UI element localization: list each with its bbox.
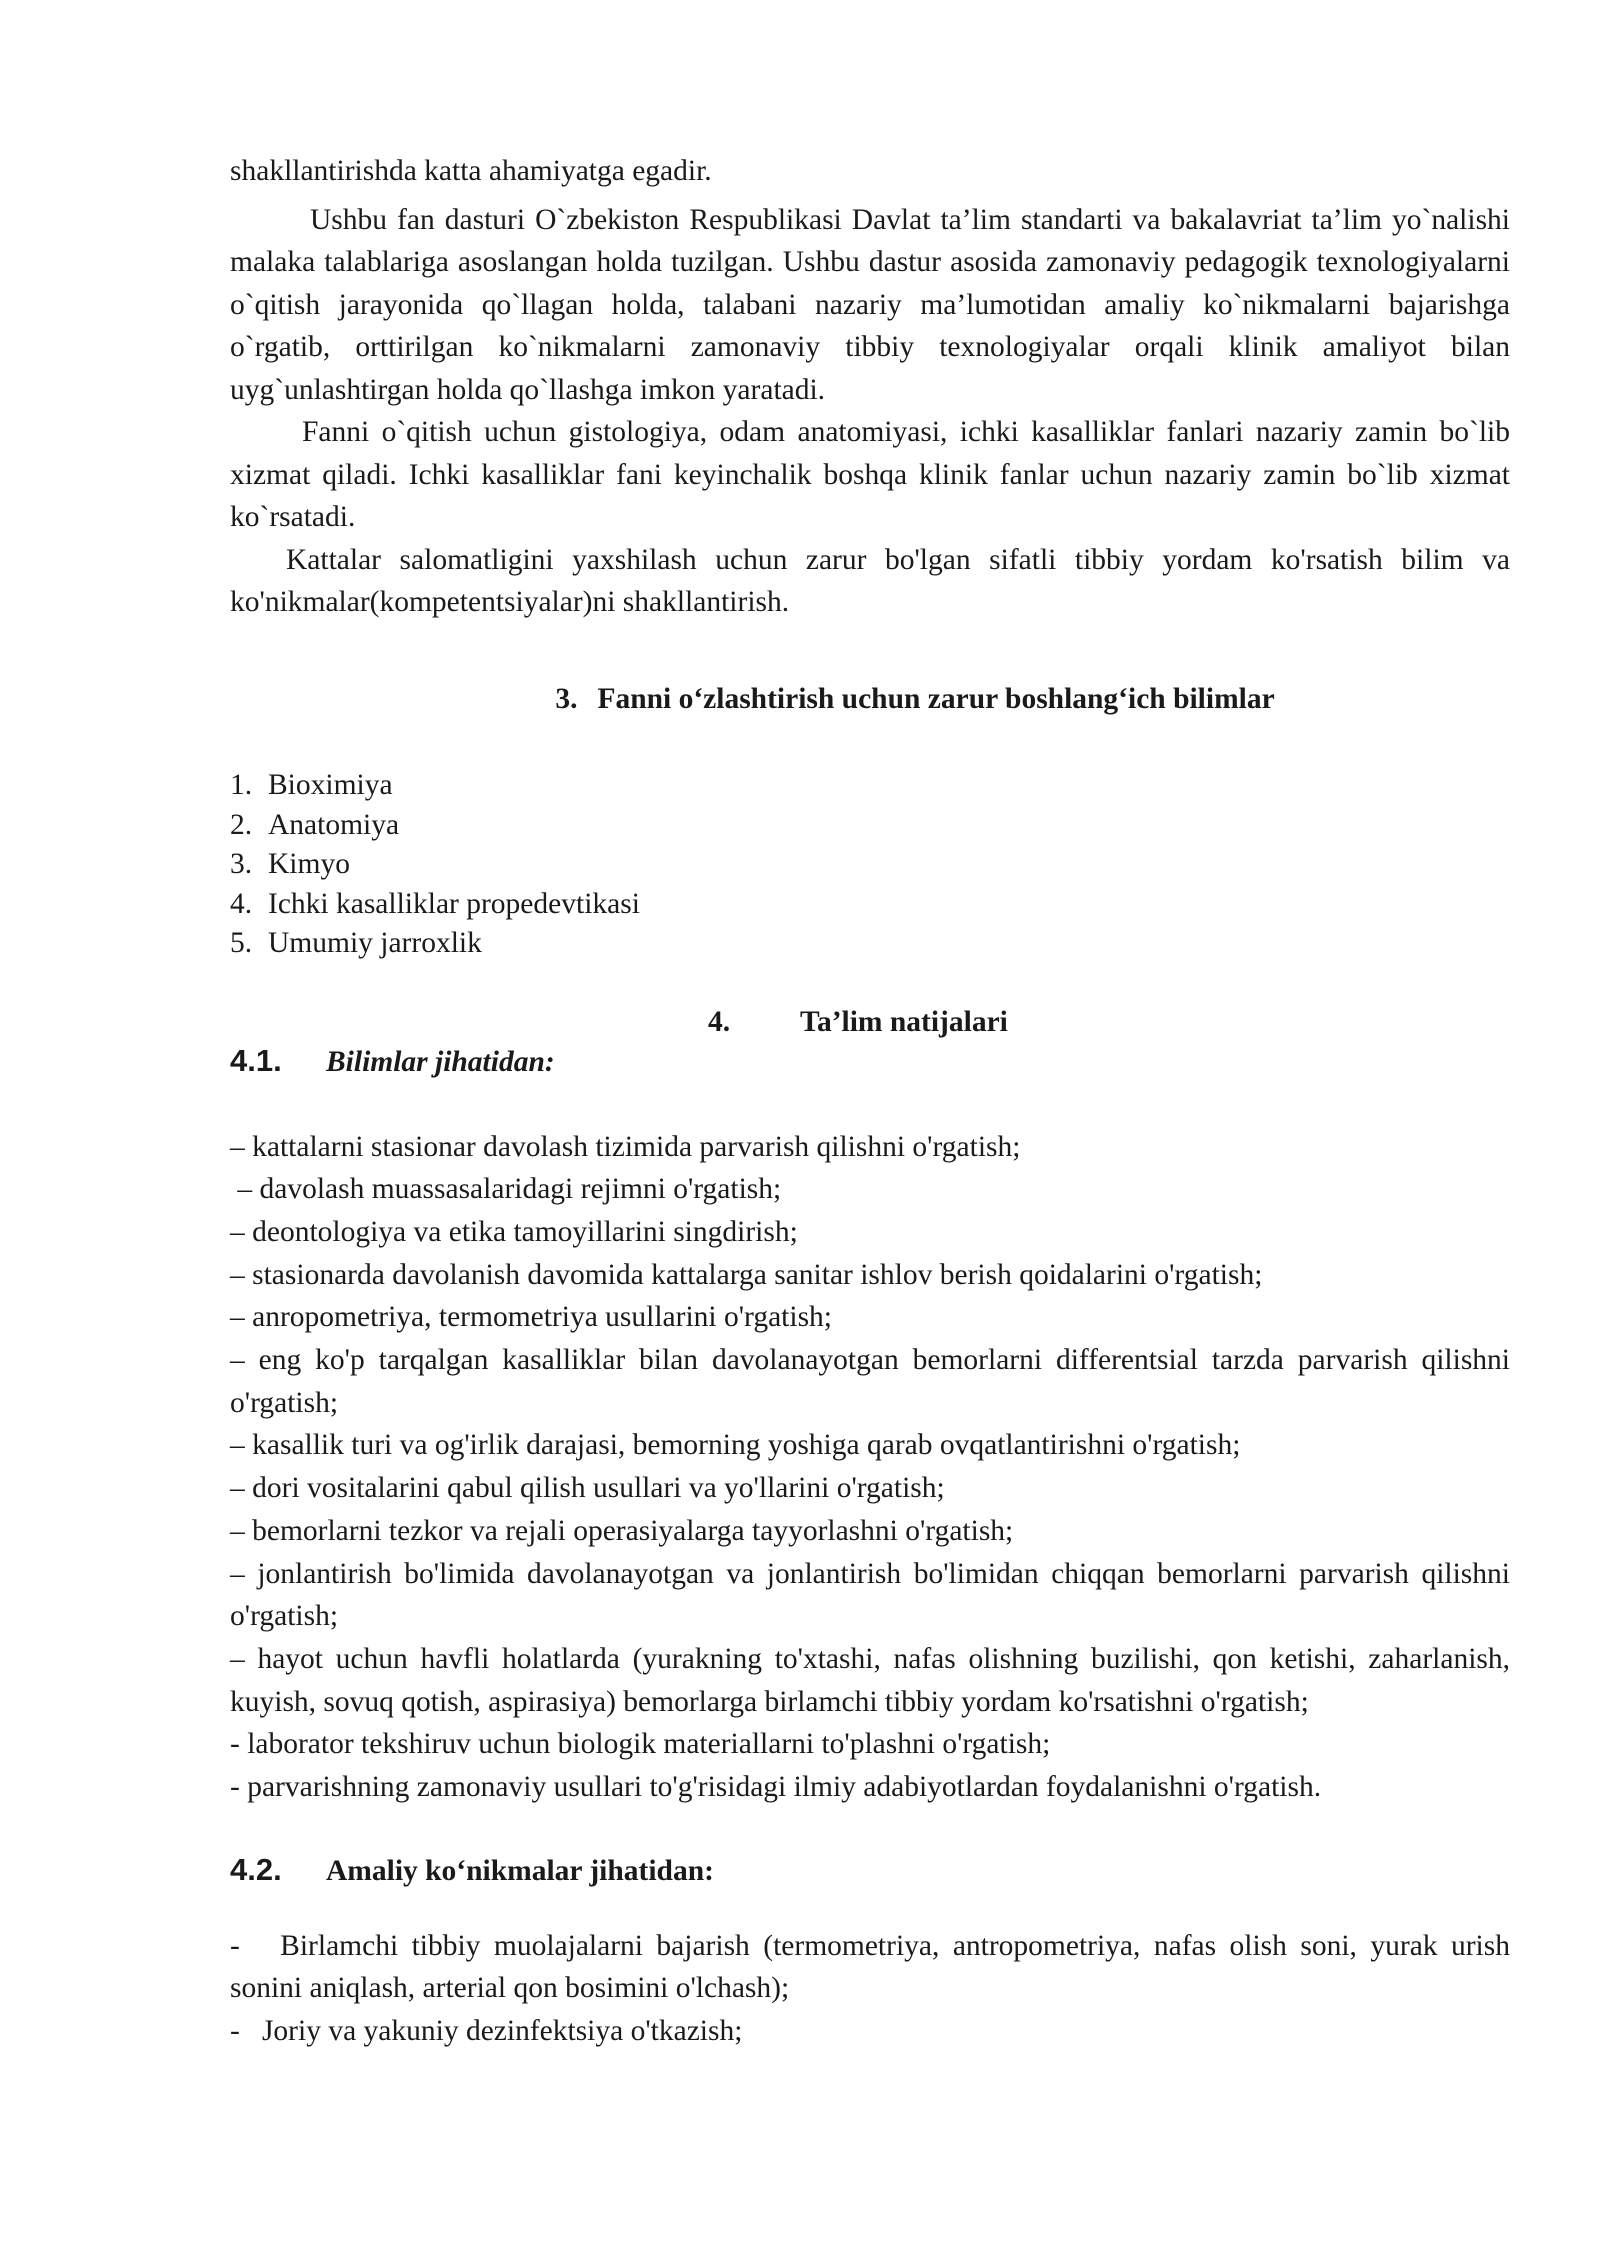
section-4-number: 4. — [708, 1005, 731, 1038]
list-item — [230, 885, 1510, 925]
list-item: – stasionarda davolanish davomida kattalarga sanitar ishlov berish qoidalarini o'rgatish; — [230, 1258, 1263, 1291]
intro-paragraph-1: Ushbu fan dasturi O`zbekiston Respublikasi Davlat ta’lim standarti va bakalavriat ta’lim yo`nalishi malaka talablariga asoslangan holda tuzilgan. Ushbu dastur asosida zamonaviy pedagogik texnologiyalarni o`qitish jarayonida qo`llagan holda, talabani nazariy ma’lumotidan amaliy ko`nikmalarni bajarishga o`rgatib, orttirilgan ko`nikmalarni zamonaviy tibbiy texnologiyalar orqali klinik amaliyot bilan uyg`unlashtirgan holda qo`llashga imkon yaratadi. — [230, 203, 1510, 406]
list-item-number: 1. — [230, 769, 253, 801]
list-item: - Joriy va yakuniy dezinfektsiya o'tkazish; — [230, 2014, 743, 2047]
intro-continuation-line: shakllantirishda katta ahamiyatga egadir. — [230, 155, 712, 187]
list-item-text: Anatomiya — [268, 808, 400, 841]
intro-paragraph-2: Fanni o`qitish uchun gistologiya, odam anatomiyasi, ichki kasalliklar fanlari nazariy zamin bo`lib xizmat qiladi. Ichki kasalliklar fani keyinchalik boshqa klinik fanlar uchun nazariy zamin bo`lib xizmat ko`rsatadi. — [230, 416, 1510, 533]
list-item-number: 2. — [230, 808, 253, 841]
list-item: – davolash muassasalaridagi rejimni o'rgatish; — [230, 1173, 782, 1206]
list-item-text: Bioximiya — [268, 769, 393, 801]
list-item: - Birlamchi tibbiy muolajalarni bajarish (termometriya, antropometriya, nafas olish soni, yurak urish sonini aniqlash, arterial qon bosimini o'lchash); — [230, 1929, 1518, 2005]
subsection-4-2-title: Amaliy ko‘nikmalar jihatidan: — [326, 1854, 714, 1887]
subsection-4-1-heading — [230, 1040, 1510, 1086]
list-item-text: Ichki kasalliklar propedevtikasi — [268, 887, 640, 920]
list-item: – bemorlarni tezkor va rejali operasiyalarga tayyorlashni o'rgatish; — [230, 1514, 1014, 1547]
list-item — [230, 766, 1510, 806]
list-item: – anropometriya, termometriya usullarini o'rgatish; — [230, 1301, 832, 1334]
list-item-text: Umumiy jarroxlik — [268, 927, 482, 959]
section-4-title: Ta’lim natijalari — [800, 1005, 1008, 1038]
list-item: – kattalarni stasionar davolash tizimida parvarish qilishni o'rgatish; — [230, 1130, 1021, 1163]
knowledge-outcomes-list — [230, 1126, 1510, 1809]
list-item: – kasallik turi va og'irlik darajasi, bemorning yoshiga qarab ovqatlantirishni o'rgatish; — [230, 1429, 1241, 1462]
list-item: - laborator tekshiruv uchun biologik materiallarni to'plashni o'rgatish; — [230, 1728, 1051, 1761]
subsection-4-1-number: 4.1. — [230, 1042, 282, 1078]
subsection-4-2-number: 4.2. — [230, 1851, 282, 1887]
prerequisite-list — [230, 766, 1510, 964]
list-item: – hayot uchun havfli holatlarda (yurakning to'xtashi, nafas olishning buzilishi, qon ketishi, zaharlanish, kuyish, sovuq qotish, aspirasiya) bemorlarga birlamchi tibbiy yordam ko'rsatishni o'rgatish; — [230, 1642, 1510, 1718]
list-item: – eng ko'p tarqalgan kasalliklar bilan davolanayotgan bemorlarni differentsial tarzda parvarish qilishni o'rgatish; — [230, 1344, 1510, 1419]
document-page — [230, 150, 1518, 2052]
list-item-number: 3. — [230, 848, 253, 880]
intro-paragraph-3: Kattalar salomatligini yaxshilash uchun zarur bo'lgan sifatli tibbiy yordam ko'rsatish bilim va ko'nikmalar(kompetentsiyalar)ni shakllantirish. — [230, 543, 1510, 618]
practical-skills-list — [230, 1925, 1518, 2053]
section-3-title: Fanni o‘zlashtirish uchun zarur boshlang‘ich bilimlar — [597, 682, 1275, 715]
subsection-4-1-title: Bilimlar jihatidan: — [326, 1045, 555, 1078]
section-3-heading — [230, 678, 1510, 721]
list-item-number: 5. — [230, 927, 253, 959]
section-3-number: 3. — [555, 682, 578, 715]
list-item-number: 4. — [230, 887, 253, 920]
list-item: – deontologiya va etika tamoyillarini singdirish; — [230, 1215, 798, 1248]
list-item — [230, 845, 1510, 885]
list-item: – dori vositalarini qabul qilish usullari va yo'llarini o'rgatish; — [230, 1472, 945, 1505]
list-item — [230, 806, 1510, 846]
list-item: – jonlantirish bo'limida davolanayotgan va jonlantirish bo'limidan chiqqan bemorlarni parvarish qilishni o'rgatish; — [230, 1557, 1510, 1633]
list-item-text: Kimyo — [268, 848, 350, 880]
list-item: - parvarishning zamonaviy usullari to'g'risidagi ilmiy adabiyotlardan foydalanishni o'rgatish. — [230, 1771, 1322, 1804]
list-item — [230, 924, 1510, 964]
section-4-heading — [230, 1004, 1510, 1040]
subsection-4-2-heading — [230, 1849, 1510, 1895]
